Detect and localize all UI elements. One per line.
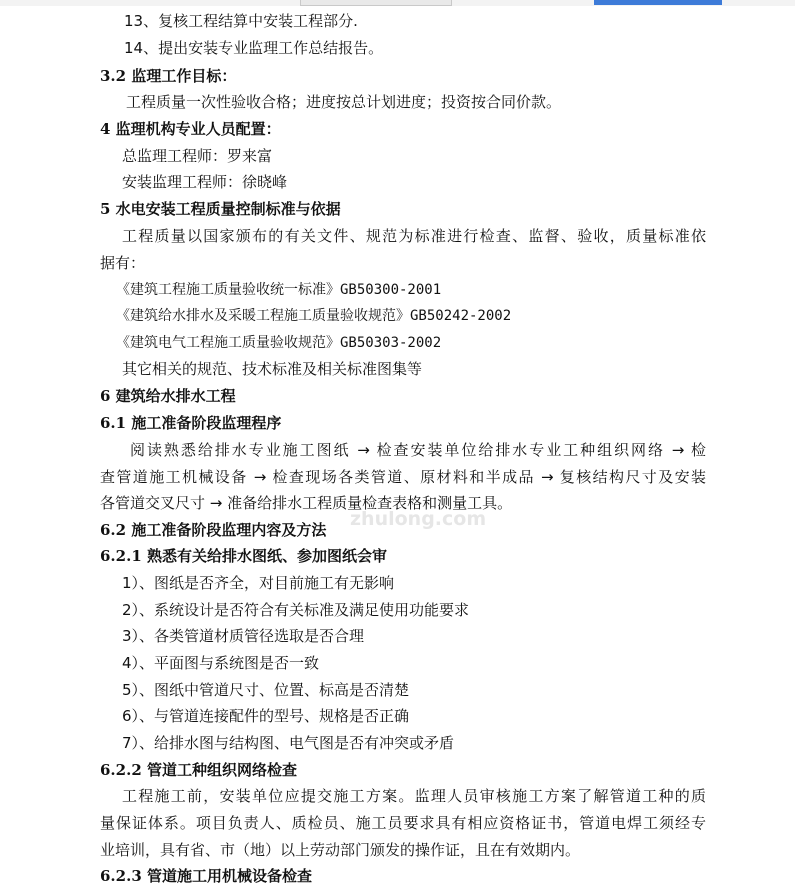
section-heading: 6.2.1 熟悉有关给排水图纸、参加图纸会审 [100,547,387,565]
text-line: 业培训，具有省、市（地）以上劳动部门颁发的操作证，且在有效期内。 [100,841,581,859]
text-line: 阅读熟悉给排水专业施工图纸 → 检查安装单位给排水专业工种组织网络 → 检 [130,441,706,459]
text-line: 3）、各类管道材质管径选取是否合理 [122,627,365,645]
text-line: 工程质量以国家颁布的有关文件、规范为标准进行检查、监督、验收，质量标准依 [122,227,706,245]
section-heading: 4 监理机构专业人员配置： [100,120,281,138]
text-line: 1）、图纸是否齐全，对目前施工有无影响 [122,574,395,592]
text-line: 工程质量一次性验收合格；进度按总计划进度；投资按合同价款。 [126,93,562,111]
section-heading: 6.2.3 管道施工用机械设备检查 [100,867,312,885]
text-line: 2）、系统设计是否符合有关标准及满足使用功能要求 [122,601,470,619]
watermark-text: zhulong.com [350,508,487,530]
text-line: 7）、给排水图与结构图、电气图是否有冲突或矛盾 [122,734,455,752]
text-line: 14、提出安装专业监理工作总结报告。 [124,39,384,57]
text-line: 《建筑电气工程施工质量验收规范》GB50303-2002 [116,335,442,351]
text-line: 其它相关的规范、技术标准及相关标准图集等 [122,360,423,378]
text-line: 总监理工程师：罗来富 [122,147,273,165]
section-heading: 6.1 施工准备阶段监理程序 [100,414,282,432]
section-heading: 6 建筑给水排水工程 [100,387,236,405]
text-line: 13、复核工程结算中安装工程部分. [124,12,358,30]
text-line: 各管道交叉尺寸 → 准备给排水工程质量检查表格和测量工具。 [100,494,513,512]
text-line: 6）、与管道连接配件的型号、规格是否正确 [122,707,410,725]
section-heading: 6.2 施工准备阶段监理内容及方法 [100,521,327,539]
section-heading: 6.2.2 管道工种组织网络检查 [100,761,297,779]
text-line: 5）、图纸中管道尺寸、位置、标高是否清楚 [122,681,410,699]
text-line: 据有： [100,254,146,272]
text-line: 查管道施工机械设备 → 检查现场各类管道、原材料和半成品 → 复核结构尺寸及安装 [100,468,706,486]
section-heading: 5 水电安装工程质量控制标准与依据 [100,200,341,218]
text-line: 安装监理工程师：徐晓峰 [122,173,288,191]
text-line: 4）、平面图与系统图是否一致 [122,654,320,672]
section-heading: 3.2 监理工作目标： [100,67,237,85]
text-line: 工程施工前，安装单位应提交施工方案。监理人员审核施工方案了解管道工种的质 [122,787,706,805]
text-line: 量保证体系。项目负责人、质检员、施工员要求具有相应资格证书，管道电焊工须经专 [100,814,706,832]
text-line: 《建筑给水排水及采暖工程施工质量验收规范》GB50242-2002 [116,308,512,324]
text-line: 《建筑工程施工质量验收统一标准》GB50300-2001 [116,282,442,298]
